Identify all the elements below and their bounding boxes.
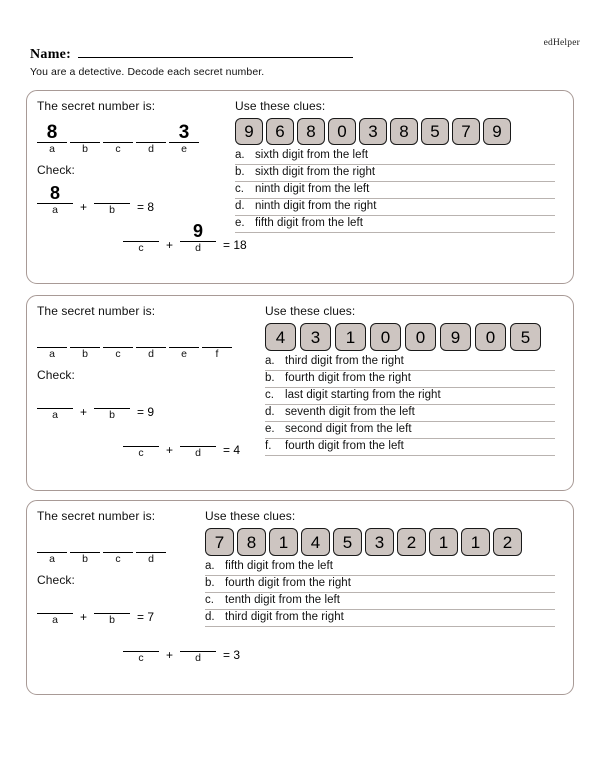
problem-card: [26, 90, 574, 284]
problem-card: [26, 500, 574, 695]
check-slot-d[interactable]: [180, 631, 216, 665]
digit-box: 8: [237, 528, 266, 556]
secret-number-title: The secret number is:: [37, 99, 156, 113]
clue-text: second digit from the left: [285, 423, 412, 435]
answer-slot-d[interactable]: [136, 326, 166, 361]
digit-box: 1: [335, 323, 366, 351]
answer-slot-letter: c: [115, 143, 121, 155]
secret-number-title: The secret number is:: [37, 304, 156, 318]
check-slot-value: [47, 388, 63, 408]
answer-slot-letter: d: [148, 143, 154, 155]
clue-text: fifth digit from the left: [225, 560, 333, 572]
check-slot-a[interactable]: [37, 183, 73, 217]
problem-body: [27, 296, 573, 490]
answer-slot-c[interactable]: [103, 531, 133, 566]
digit-box: 9: [235, 118, 263, 145]
check-slot-letter: c: [138, 652, 144, 664]
equation-result: = 9: [137, 405, 155, 419]
clue-item: [205, 593, 555, 610]
plus-operator: +: [166, 648, 174, 662]
digit-box: 3: [365, 528, 394, 556]
digit-sequence: [205, 528, 555, 556]
clue-text: ninth digit from the right: [255, 200, 377, 212]
digit-box: 8: [297, 118, 325, 145]
answer-slot-row: [37, 121, 247, 156]
digit-box: 5: [510, 323, 541, 351]
clue-item: [205, 576, 555, 593]
check-equation-row: [123, 631, 240, 665]
clue-item: [265, 388, 555, 405]
plus-operator: +: [80, 610, 88, 624]
problem-card: [26, 295, 574, 491]
clue-text: fourth digit from the left: [285, 440, 404, 452]
check-slot-letter: a: [52, 204, 58, 216]
check-slot-d[interactable]: [180, 221, 216, 255]
clue-letter: c.: [235, 183, 244, 195]
digit-box: 1: [269, 528, 298, 556]
problem-body: [27, 501, 573, 694]
plus-operator: +: [166, 443, 174, 457]
check-slot-a[interactable]: [37, 593, 73, 627]
clues-title: Use these clues:: [235, 99, 326, 113]
digit-box: 0: [328, 118, 356, 145]
clue-letter: b.: [205, 577, 215, 589]
check-equation-row: [37, 183, 247, 217]
clue-letter: c.: [205, 594, 214, 606]
clue-list: [235, 148, 555, 233]
clue-item: [265, 439, 555, 456]
check-equation-row: [37, 388, 240, 422]
digit-box: 3: [359, 118, 387, 145]
plus-operator: +: [80, 405, 88, 419]
answer-slot-value: [143, 121, 159, 142]
name-row: [30, 45, 353, 63]
answer-slot-c[interactable]: [103, 326, 133, 361]
answer-slot-c[interactable]: [103, 121, 133, 156]
digit-box: 8: [390, 118, 418, 145]
answer-slot-a[interactable]: [37, 531, 67, 566]
clue-text: tenth digit from the left: [225, 594, 341, 606]
answer-slot-value: [44, 326, 60, 347]
digit-box: 3: [300, 323, 331, 351]
check-slot-d[interactable]: [180, 426, 216, 460]
clue-item: [235, 148, 555, 165]
digit-box: 2: [493, 528, 522, 556]
clue-text: third digit from the right: [285, 355, 404, 367]
clue-letter: d.: [265, 406, 275, 418]
check-title: Check:: [37, 573, 75, 587]
check-slot-letter: d: [195, 652, 201, 664]
clue-letter: e.: [235, 217, 245, 229]
check-slot-letter: b: [109, 614, 115, 626]
clues-section: [265, 304, 555, 456]
answer-slot-value: [110, 326, 126, 347]
name-label: Name:: [30, 47, 72, 62]
clues-title: Use these clues:: [265, 304, 356, 318]
check-slot-value: 8: [49, 183, 60, 203]
answer-slot-letter: c: [115, 553, 121, 565]
secret-number-section: [37, 304, 240, 460]
answer-slot-e[interactable]: [169, 326, 199, 361]
check-slot-value: [133, 426, 149, 446]
clues-section: [235, 99, 555, 233]
answer-slot-f[interactable]: [202, 326, 232, 361]
answer-slot-letter: a: [49, 553, 55, 565]
clue-text: seventh digit from the left: [285, 406, 415, 418]
answer-slot-value: [110, 531, 126, 552]
clue-item: [265, 405, 555, 422]
clue-text: last digit starting from the right: [285, 389, 441, 401]
answer-slot-value: [143, 326, 159, 347]
digit-box: 0: [405, 323, 436, 351]
answer-slot-b[interactable]: [70, 531, 100, 566]
name-input-line[interactable]: [78, 45, 353, 58]
check-title: Check:: [37, 163, 75, 177]
answer-slot-value: [77, 326, 93, 347]
secret-number-title: The secret number is:: [37, 509, 156, 523]
digit-box: 9: [440, 323, 471, 351]
check-slot-letter: d: [195, 242, 201, 254]
clue-item: [265, 371, 555, 388]
clue-text: sixth digit from the right: [255, 166, 376, 178]
answer-slot-value: [77, 531, 93, 552]
clue-letter: e.: [265, 423, 275, 435]
digit-sequence: [235, 118, 555, 145]
check-slot-value: 9: [193, 221, 204, 241]
answer-slot-letter: f: [215, 348, 219, 360]
check-slot-b[interactable]: [94, 593, 130, 627]
equation-result: = 8: [137, 200, 155, 214]
clues-section: [205, 509, 555, 627]
answer-slot-value: [44, 531, 60, 552]
digit-box: 5: [333, 528, 362, 556]
answer-slot-b[interactable]: [70, 326, 100, 361]
digit-box: 9: [483, 118, 511, 145]
answer-slot-letter: b: [82, 348, 88, 360]
check-slot-b[interactable]: [94, 388, 130, 422]
check-slot-letter: c: [138, 242, 144, 254]
digit-box: 4: [301, 528, 330, 556]
check-slot-value: [133, 631, 149, 651]
check-slot-value: [104, 183, 120, 203]
digit-box: 1: [429, 528, 458, 556]
answer-slot-letter: c: [115, 348, 121, 360]
digit-box: 1: [461, 528, 490, 556]
digit-box: 7: [205, 528, 234, 556]
check-slot-letter: a: [52, 409, 58, 421]
answer-slot-a[interactable]: [37, 326, 67, 361]
digit-box: 2: [397, 528, 426, 556]
check-slot-value: [190, 631, 206, 651]
digit-box: 7: [452, 118, 480, 145]
clue-letter: c.: [265, 389, 274, 401]
check-slot-value: [133, 221, 149, 241]
check-slot-value: [104, 593, 120, 613]
answer-slot-row: [37, 326, 240, 361]
clue-letter: a.: [205, 560, 215, 572]
clue-text: fifth digit from the left: [255, 217, 363, 229]
answer-slot-letter: e: [181, 348, 187, 360]
answer-slot-e[interactable]: [169, 121, 199, 156]
clue-letter: d.: [235, 200, 245, 212]
edhelper-logo: edHelper: [543, 38, 580, 48]
answer-slot-value: 8: [46, 122, 58, 143]
check-slot-c[interactable]: [123, 221, 159, 255]
equation-result: = 3: [223, 648, 241, 662]
clue-item: [205, 610, 555, 627]
answer-slot-letter: b: [82, 553, 88, 565]
clue-text: ninth digit from the left: [255, 183, 370, 195]
check-equation-row: [123, 426, 240, 460]
answer-slot-letter: d: [148, 553, 154, 565]
clue-item: [235, 165, 555, 182]
clues-title: Use these clues:: [205, 509, 296, 523]
answer-slot-d[interactable]: [136, 531, 166, 566]
answer-slot-value: 3: [178, 122, 190, 143]
answer-slot-b[interactable]: [70, 121, 100, 156]
clue-letter: a.: [235, 149, 245, 161]
check-equation-row: [123, 221, 247, 255]
answer-slot-d[interactable]: [136, 121, 166, 156]
clue-letter: d.: [205, 611, 215, 623]
check-slot-letter: b: [109, 204, 115, 216]
instructions-text: You are a detective. Decode each secret number.: [30, 66, 265, 78]
clue-list: [265, 354, 555, 456]
clue-item: [265, 354, 555, 371]
answer-slot-letter: e: [181, 143, 187, 155]
clue-letter: b.: [235, 166, 245, 178]
answer-slot-letter: b: [82, 143, 88, 155]
check-slot-value: [104, 388, 120, 408]
digit-sequence: [265, 323, 555, 351]
plus-operator: +: [166, 238, 174, 252]
check-slot-b[interactable]: [94, 183, 130, 217]
check-slot-value: [190, 426, 206, 446]
plus-operator: +: [80, 200, 88, 214]
digit-box: 4: [265, 323, 296, 351]
secret-number-section: [37, 99, 247, 255]
clue-list: [205, 559, 555, 627]
check-slot-c[interactable]: [123, 631, 159, 665]
answer-slot-value: [143, 531, 159, 552]
answer-slot-letter: a: [49, 348, 55, 360]
clue-text: fourth digit from the right: [285, 372, 411, 384]
answer-slot-value: [176, 326, 192, 347]
clue-text: sixth digit from the left: [255, 149, 369, 161]
clue-item: [205, 559, 555, 576]
equation-result: = 7: [137, 610, 155, 624]
digit-box: 5: [421, 118, 449, 145]
digit-box: 0: [475, 323, 506, 351]
clue-item: [265, 422, 555, 439]
answer-slot-value: [77, 121, 93, 142]
check-slot-letter: c: [138, 447, 144, 459]
equation-result: = 4: [223, 443, 241, 457]
check-title: Check:: [37, 368, 75, 382]
digit-box: 6: [266, 118, 294, 145]
answer-slot-value: [209, 326, 225, 347]
answer-slot-a[interactable]: [37, 121, 67, 156]
check-slot-letter: a: [52, 614, 58, 626]
equation-result: = 18: [223, 238, 247, 252]
clue-item: [235, 199, 555, 216]
digit-box: 0: [370, 323, 401, 351]
clue-letter: a.: [265, 355, 275, 367]
clue-item: [235, 216, 555, 233]
answer-slot-value: [110, 121, 126, 142]
check-slot-letter: b: [109, 409, 115, 421]
clue-item: [235, 182, 555, 199]
answer-slot-letter: a: [49, 143, 55, 155]
check-slot-letter: d: [195, 447, 201, 459]
check-slot-value: [47, 593, 63, 613]
clue-text: third digit from the right: [225, 611, 344, 623]
check-slot-c[interactable]: [123, 426, 159, 460]
clue-text: fourth digit from the right: [225, 577, 351, 589]
clue-letter: f.: [265, 440, 272, 452]
answer-slot-letter: d: [148, 348, 154, 360]
problem-body: [27, 91, 573, 283]
clue-letter: b.: [265, 372, 275, 384]
check-slot-a[interactable]: [37, 388, 73, 422]
